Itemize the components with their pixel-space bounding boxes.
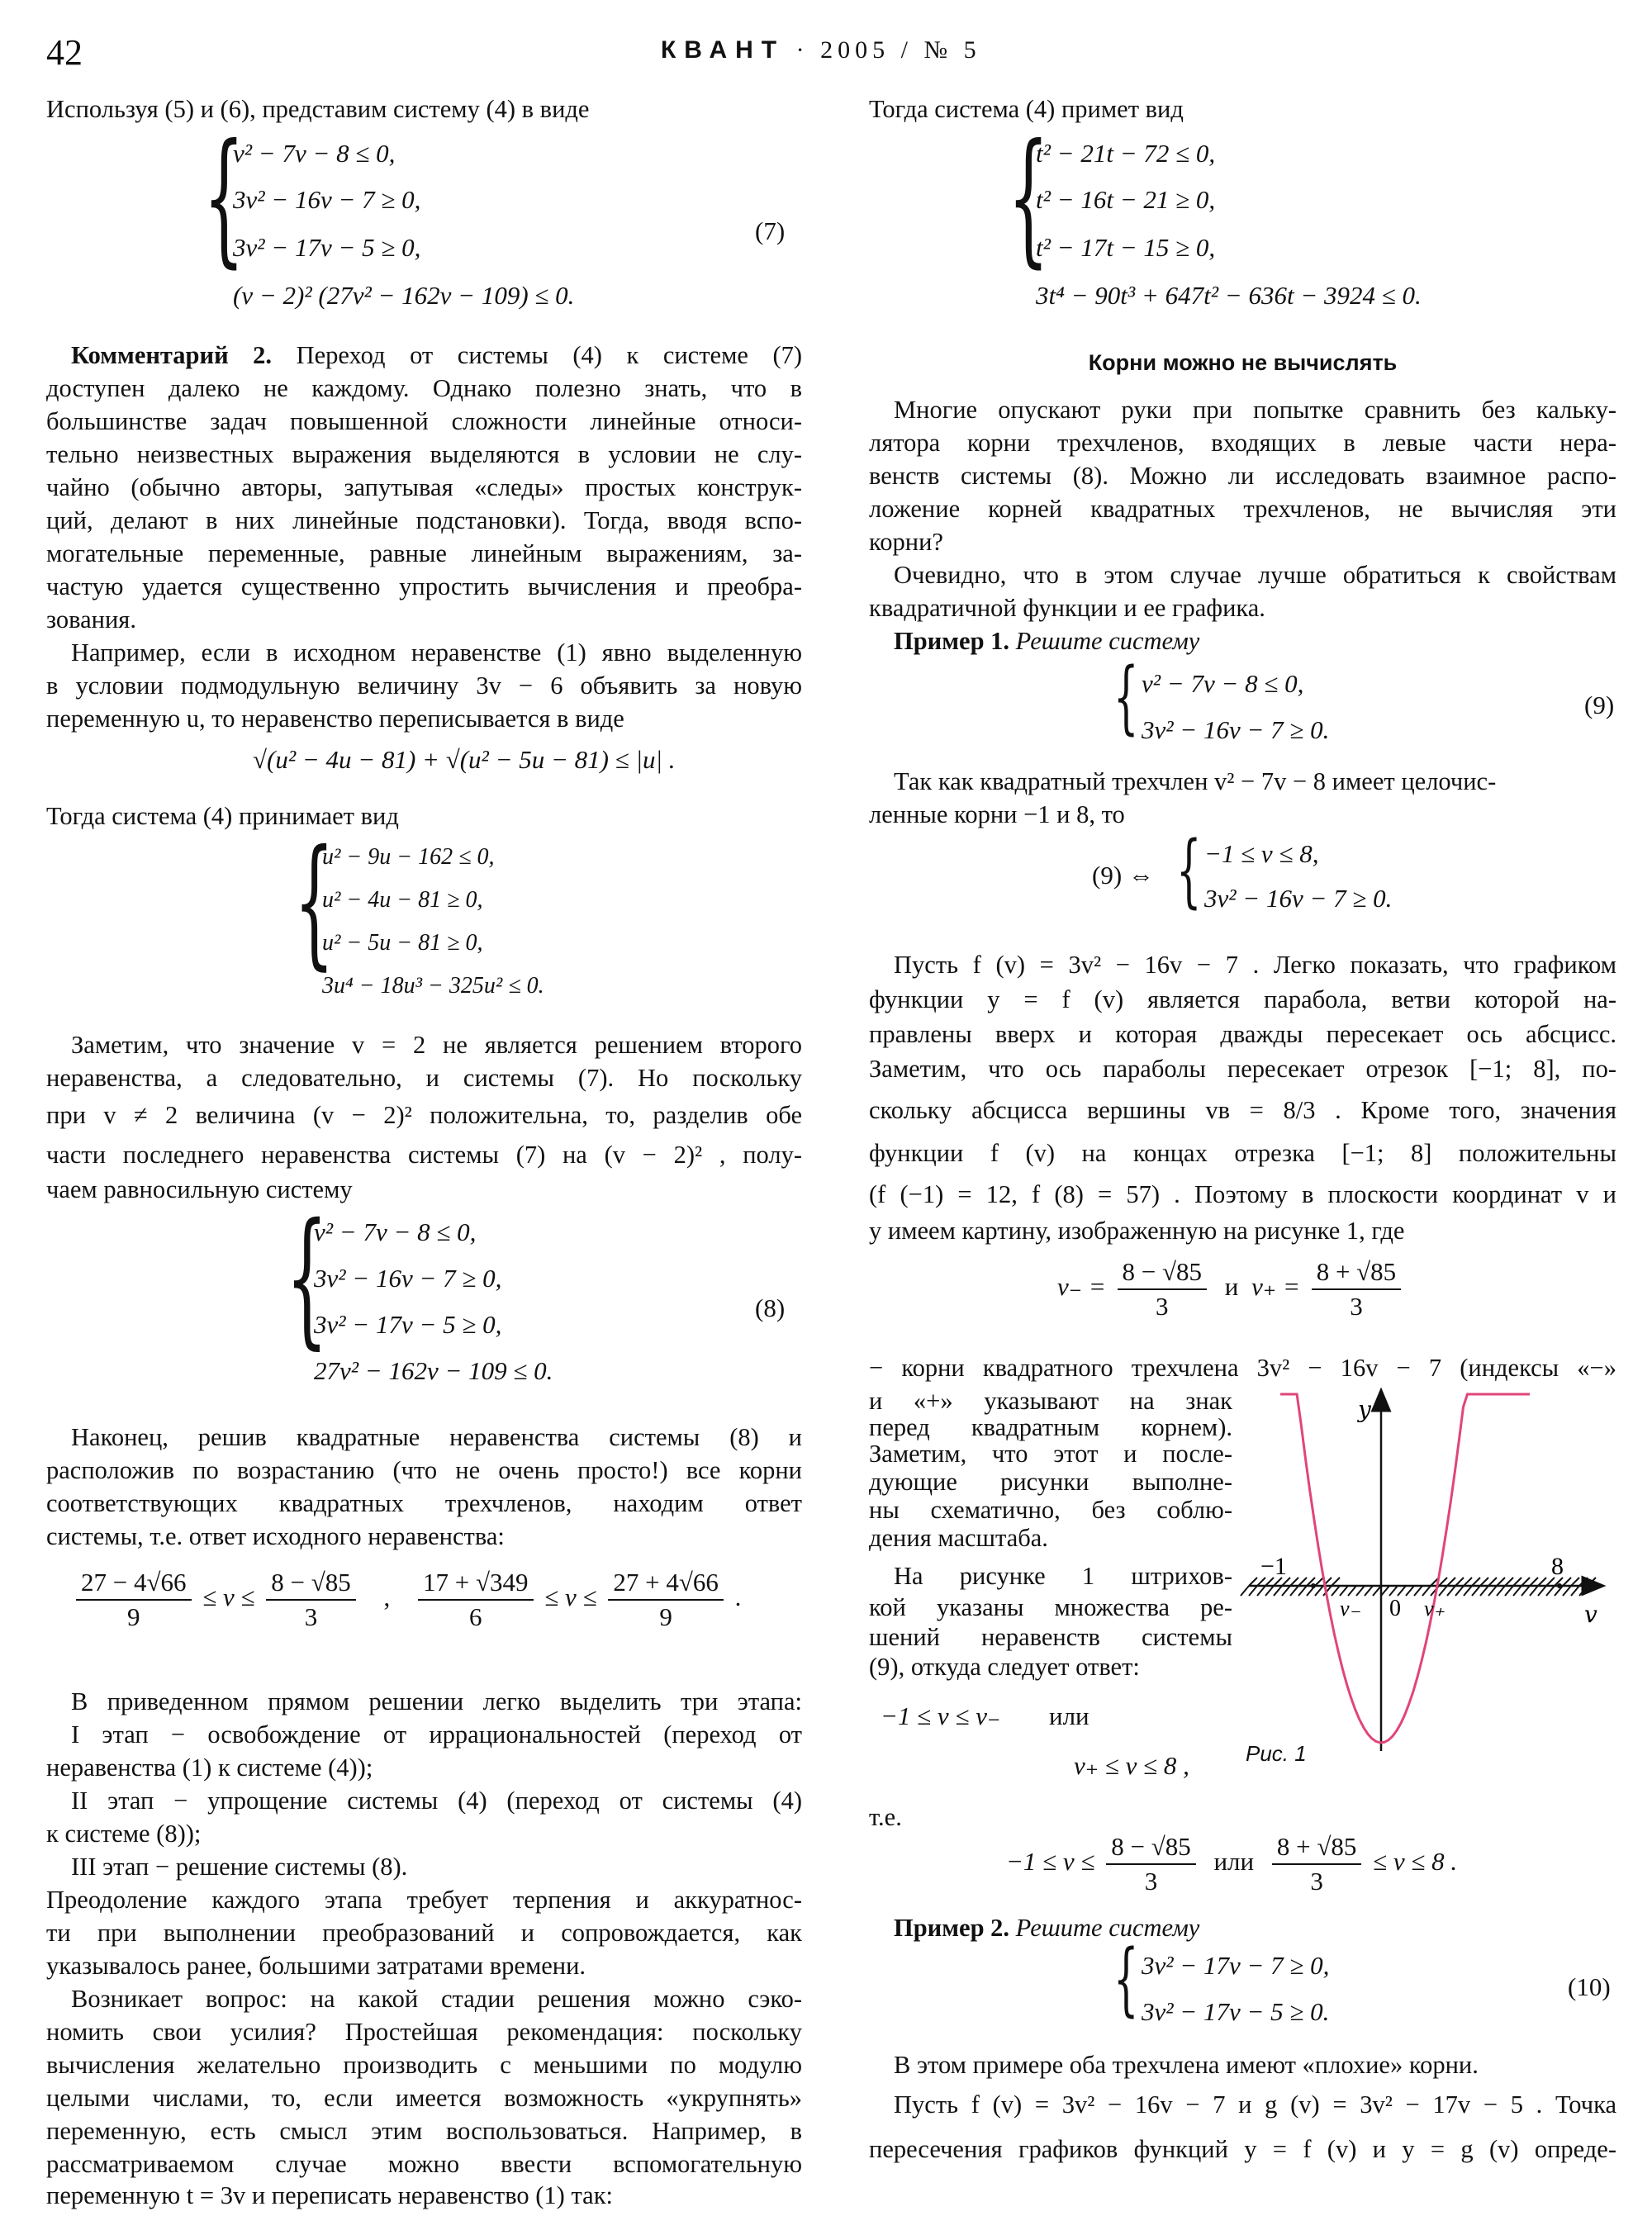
p1-line: Многие опускают руки при попытке сравнить без кальку- bbox=[894, 396, 1616, 424]
para5-line: II этап − упрощение системы (4) (переход от системы (4) bbox=[71, 1787, 802, 1815]
equivalence-line: 3v² − 16v − 7 ≥ 0. bbox=[1204, 884, 1393, 913]
fraction: $\frac{27 + 4√66}{9}$ bbox=[608, 1566, 724, 1634]
para6-line: номить свои усилия? Простейшая рекомендация: поскольку bbox=[46, 2018, 802, 2046]
system-t-line: t² − 17t − 15 ≥ 0, bbox=[1036, 233, 1216, 262]
equivalence-line: −1 ≤ v ≤ 8, bbox=[1204, 839, 1319, 868]
system8-line: v² − 7v − 8 ≤ 0, bbox=[314, 1217, 477, 1246]
hatch-stroke bbox=[1530, 1578, 1538, 1586]
hatch-stroke bbox=[1398, 1586, 1406, 1596]
example-2-task: Решите систему bbox=[1015, 1914, 1200, 1942]
para5-line: В приведенном прямом решении легко выделить три этапа: bbox=[71, 1687, 802, 1715]
y-axis-label: y bbox=[1358, 1396, 1371, 1423]
hatch-stroke bbox=[1538, 1578, 1546, 1586]
hatch-stroke bbox=[1373, 1586, 1381, 1596]
example-1-task: Решите систему bbox=[1015, 627, 1200, 655]
hatch-stroke bbox=[1455, 1578, 1464, 1586]
p6-line: На рисунке 1 штрихов- bbox=[894, 1562, 1232, 1590]
hatch-stroke bbox=[1480, 1586, 1488, 1596]
brace-system7: { bbox=[203, 114, 245, 282]
p5-line: и «+» указывают на знак bbox=[869, 1387, 1232, 1415]
system-u-line: u² − 4u − 81 ≥ 0, bbox=[322, 887, 483, 913]
hatch-stroke bbox=[1249, 1578, 1257, 1586]
brace-system8: { bbox=[286, 1192, 328, 1363]
p5-line: дующие рисунки выполне- bbox=[869, 1468, 1232, 1496]
brace-system-t: { bbox=[1008, 114, 1050, 282]
hatch-stroke bbox=[1447, 1578, 1455, 1586]
brace-equivalence: { bbox=[1176, 824, 1202, 917]
system-t-line: 3t⁴ − 90t³ + 647t² − 636t − 3924 ≤ 0. bbox=[1036, 281, 1422, 310]
x-axis-label: v bbox=[1584, 1601, 1597, 1628]
hatch-stroke bbox=[1290, 1578, 1298, 1586]
hatch-stroke bbox=[1282, 1586, 1290, 1596]
journal-name: КВАНТ bbox=[661, 36, 786, 64]
p6-line: (9), откуда следует ответ: bbox=[869, 1653, 1140, 1681]
journal-issue: · 2005 / № 5 bbox=[795, 36, 981, 64]
para5-line: указывалось ранее, большими затратами времени. bbox=[46, 1952, 586, 1980]
root-minus-mark-label: v₋ bbox=[1340, 1597, 1361, 1620]
hatch-stroke bbox=[1488, 1578, 1497, 1586]
para2-line: переменную u, то неравенство переписывается в виде bbox=[46, 705, 624, 733]
p6-line: кой указаны множества ре- bbox=[869, 1593, 1232, 1621]
hatch-stroke bbox=[1505, 1586, 1513, 1596]
brace-system9: { bbox=[1113, 651, 1139, 743]
fraction: $\frac{27 - 4√66}{9}$ bbox=[76, 1566, 192, 1634]
equation-number-9: (9) bbox=[1584, 690, 1615, 719]
root-minus-label: v₋ = bbox=[1057, 1272, 1106, 1302]
hatch-stroke bbox=[1480, 1578, 1488, 1586]
or-word: или bbox=[1049, 1701, 1089, 1730]
p4-line: скольку абсцисса вершины vв = 8/3 . Кроме того, значения bbox=[869, 1096, 1616, 1124]
p4-line: функции y = f (v) является парабола, ветви которой на- bbox=[869, 985, 1616, 1013]
system9-line: 3v² − 16v − 7 ≥ 0. bbox=[1142, 715, 1330, 744]
hatch-stroke bbox=[1249, 1586, 1257, 1596]
root-plus-label: v₊ = bbox=[1251, 1272, 1300, 1302]
fraction: $\frac{8 - √85}{3}$ bbox=[266, 1566, 356, 1634]
p4-line: y имеем картину, изображенную на рисунке 1, где bbox=[869, 1217, 1405, 1245]
answer-2-right: ≤ v ≤ 8 . bbox=[1373, 1847, 1458, 1877]
point-eight bbox=[1557, 1583, 1562, 1588]
para3-line: чаем равносильную систему bbox=[46, 1175, 353, 1203]
para5-line: неравенства (1) к системе (4)); bbox=[46, 1753, 373, 1782]
hatch-stroke bbox=[1546, 1586, 1555, 1596]
para6-line: вычисления желательно производить с меньшими по модулю bbox=[46, 2051, 802, 2079]
system7-line: (v − 2)² (27v² − 162v − 109) ≤ 0. bbox=[233, 281, 575, 310]
brace-system10: { bbox=[1113, 1933, 1139, 2025]
equation-number-7: (7) bbox=[755, 216, 786, 245]
system10-line: 3v² − 17v − 7 ≥ 0, bbox=[1142, 1951, 1330, 1980]
hatch-stroke bbox=[1447, 1586, 1455, 1596]
hatch-stroke bbox=[1579, 1586, 1588, 1596]
te-word: т.е. bbox=[869, 1803, 902, 1831]
para2-line: Например, если в исходном неравенстве (1) явно выделенную bbox=[71, 638, 802, 667]
example-1-heading bbox=[869, 624, 1616, 657]
para6-line: переменную t = 3v и переписать неравенство (1) так: bbox=[46, 2181, 613, 2209]
hatch-stroke bbox=[1472, 1586, 1480, 1596]
hatch-stroke bbox=[1298, 1586, 1307, 1596]
p7-line: В этом примере оба трехчлена имеют «плохие» корни. bbox=[894, 2051, 1479, 2079]
hatch-stroke bbox=[1439, 1586, 1447, 1596]
para6-line: Возникает вопрос: на какой стадии решения можно сэко- bbox=[71, 1985, 802, 2013]
roots-formula bbox=[1057, 1255, 1406, 1323]
comment-2-line: доступен далеко не каждому. Однако полезно знать, что в bbox=[46, 374, 802, 402]
system8-line: 3v² − 16v − 7 ≥ 0, bbox=[314, 1264, 502, 1293]
hatch-stroke bbox=[1265, 1586, 1274, 1596]
example-2-label: Пример 2. bbox=[894, 1914, 1010, 1942]
fraction: $\frac{8 + √85}{3}$ bbox=[1272, 1830, 1362, 1898]
para6-line: рассматриваемом случае можно ввести вспомогательную bbox=[46, 2150, 802, 2178]
para5-line: ти при выполнении преобразований и сопровождается, как bbox=[46, 1919, 802, 1947]
para4-line: системы, т.е. ответ исходного неравенства: bbox=[46, 1522, 505, 1550]
para5-line: Преодоление каждого этапа требует терпения и аккуратнос- bbox=[46, 1886, 802, 1914]
p5-line: дения масштаба. bbox=[869, 1524, 1048, 1552]
para5-line: I этап − освобождение от иррациональностей (переход от bbox=[71, 1720, 802, 1749]
para2-line: в условии подмодульную величину 3v − 6 объявить за новую bbox=[46, 671, 802, 700]
para4-line: расположив по возрастанию (что не очень просто!) все корни bbox=[46, 1456, 802, 1484]
hatch-stroke bbox=[1365, 1586, 1373, 1596]
hatch-stroke bbox=[1521, 1586, 1530, 1596]
p4-line: Заметим, что ось параболы пересекает отрезок [−1; 8], по- bbox=[869, 1055, 1616, 1083]
p1-line: корни? bbox=[869, 528, 943, 556]
system8-line: 27v² − 162v − 109 ≤ 0. bbox=[314, 1356, 553, 1385]
hatch-stroke bbox=[1455, 1586, 1464, 1596]
system-u-line: u² − 9u − 162 ≤ 0, bbox=[322, 844, 495, 870]
intro-line: Используя (5) и (6), представим систему (4) в виде bbox=[46, 95, 590, 123]
hatch-stroke bbox=[1332, 1578, 1340, 1586]
hatch-stroke bbox=[1298, 1578, 1307, 1586]
comment-2-line: могательные переменные, равные линейным выражениям, за- bbox=[46, 539, 802, 567]
p5-line: Заметим, что этот и после- bbox=[869, 1440, 1232, 1468]
point-minus-one bbox=[1311, 1583, 1316, 1588]
hatch-stroke bbox=[1348, 1586, 1356, 1596]
answer-1a: −1 ≤ v ≤ v₋ bbox=[881, 1701, 1001, 1730]
hatch-stroke bbox=[1472, 1578, 1480, 1586]
p8-line: Пусть f (v) = 3v² − 16v − 7 и g (v) = 3v² − 17v − 5 . Точка bbox=[894, 2090, 1616, 2119]
hatch-stroke bbox=[1290, 1586, 1298, 1596]
figure-1-parabola bbox=[1232, 1388, 1612, 1768]
parabola-curve bbox=[1280, 1394, 1530, 1743]
then-system-4: Тогда система (4) примет вид bbox=[869, 95, 1184, 123]
then-system-4: Тогда система (4) принимает вид bbox=[46, 802, 399, 830]
system-u-line: u² − 5u − 81 ≥ 0, bbox=[322, 930, 483, 956]
comment-2-line: тельно неизвестных выражения выделяются в условии не слу- bbox=[46, 440, 802, 468]
p1-line: венств системы (8). Можно ли исследовать взаимное распо- bbox=[869, 462, 1616, 490]
comment-text: Переход от системы (4) к системе (7) bbox=[296, 341, 803, 369]
system8-line: 3v² − 17v − 5 ≥ 0, bbox=[314, 1310, 502, 1339]
comment-label: Комментарий 2. bbox=[71, 341, 273, 369]
para6-line: целыми числами, то, если имеется возможность «укрупнять» bbox=[46, 2084, 802, 2112]
hatch-stroke bbox=[1274, 1586, 1282, 1596]
p1-line: ложение корней квадратных трехчленов, не вычисляя эти bbox=[869, 495, 1616, 523]
p3-line: ленные корни −1 и 8, то bbox=[869, 800, 1125, 828]
hatch-stroke bbox=[1464, 1586, 1472, 1596]
comment-2-line: зования. bbox=[46, 605, 136, 633]
para3-line: Заметим, что значение v = 2 не является решением второго bbox=[71, 1031, 802, 1059]
comment-2-line: ций, делают в них линейные подстановки). Тогда, вводя вспо- bbox=[46, 506, 802, 534]
fraction: $\frac{17 + √349}{6}$ bbox=[418, 1566, 534, 1634]
journal-header bbox=[661, 36, 981, 64]
system-u-line: 3u⁴ − 18u³ − 325u² ≤ 0. bbox=[322, 973, 544, 999]
tick-label-right: 8 bbox=[1551, 1553, 1564, 1580]
equivalence-left: (9) ⇔ bbox=[1092, 861, 1154, 890]
example-2-heading bbox=[869, 1911, 1616, 1944]
system9-line: v² − 7v − 8 ≤ 0, bbox=[1142, 669, 1304, 698]
system7-line: 3v² − 16v − 7 ≥ 0, bbox=[233, 185, 421, 214]
hatch-stroke bbox=[1381, 1586, 1389, 1596]
p6-line: шений неравенств системы bbox=[869, 1623, 1232, 1651]
hatch-stroke bbox=[1571, 1578, 1579, 1586]
hatch-stroke bbox=[1579, 1578, 1588, 1586]
root-plus-mark-label: v₊ bbox=[1424, 1597, 1446, 1620]
hatch-stroke bbox=[1497, 1578, 1505, 1586]
hatch-stroke bbox=[1356, 1586, 1365, 1596]
system7-line: v² − 7v − 8 ≤ 0, bbox=[233, 139, 396, 168]
p2-line: Очевидно, что в этом случае лучше обратиться к свойствам bbox=[894, 561, 1616, 589]
system-t-line: t² − 21t − 72 ≤ 0, bbox=[1036, 139, 1216, 168]
hatch-stroke bbox=[1257, 1586, 1265, 1596]
comment-2-line bbox=[46, 339, 802, 372]
equation-number-8: (8) bbox=[755, 1293, 786, 1322]
comment-2-line: большинстве задач повышенной сложности линейные относи- bbox=[46, 407, 802, 435]
brace-system-u: { bbox=[294, 820, 335, 984]
para3-line: части последнего неравенства системы (7) на (v − 2)² , полу- bbox=[46, 1141, 802, 1169]
hatch-stroke bbox=[1340, 1586, 1348, 1596]
p1-line: лятора корни трехчленов, входящих в левые части нера- bbox=[869, 429, 1616, 457]
hatch-stroke bbox=[1571, 1586, 1579, 1596]
para4-line: соответствующих квадратных трехчленов, находим ответ bbox=[46, 1489, 802, 1517]
hatch-stroke bbox=[1406, 1586, 1414, 1596]
system10-line: 3v² − 17v − 5 ≥ 0. bbox=[1142, 1997, 1330, 2026]
hatch-stroke bbox=[1315, 1578, 1323, 1586]
hatch-stroke bbox=[1488, 1586, 1497, 1596]
hatch-stroke bbox=[1497, 1586, 1505, 1596]
hatch-stroke bbox=[1505, 1578, 1513, 1586]
equation-number-10: (10) bbox=[1568, 1972, 1611, 2001]
hatch-stroke bbox=[1389, 1586, 1398, 1596]
para5-line: III этап − решение системы (8). bbox=[71, 1853, 408, 1881]
fraction: $\frac{8 - √85}{3}$ bbox=[1118, 1255, 1208, 1323]
page-number: 42 bbox=[46, 32, 83, 73]
hatch-stroke bbox=[1538, 1586, 1546, 1596]
tick-label-left: −1 bbox=[1260, 1553, 1287, 1580]
para3-line: при v ≠ 2 величина (v − 2)² положительна, то, разделив обе bbox=[46, 1101, 802, 1129]
hatch-stroke bbox=[1513, 1586, 1521, 1596]
relation: ≤ v ≤ bbox=[544, 1583, 597, 1612]
p2-line: квадратичной функции и ее графика. bbox=[869, 594, 1265, 622]
answer-2-left: −1 ≤ v ≤ bbox=[1006, 1847, 1095, 1877]
answer-1b: v₊ ≤ v ≤ 8 , bbox=[1074, 1751, 1189, 1780]
hatch-stroke bbox=[1563, 1586, 1571, 1596]
p3-line: Так как квадратный трехчлен v² − 7v − 8 имеет целочис- bbox=[894, 767, 1497, 795]
answer-formula: $\frac{27 - 4√66}{9}$ ≤ v ≤ $\frac{8 - √85}{3}$ , $\frac{17 + √349}{6}$ ≤ v ≤ $\frac{27 + 4√66}{9}$ . bbox=[71, 1566, 741, 1634]
section-title: Корни можно не вычислять bbox=[1088, 350, 1398, 375]
p5-line: перед квадратным корнем). bbox=[869, 1413, 1232, 1441]
hatch-stroke bbox=[1521, 1578, 1530, 1586]
hatch-stroke bbox=[1332, 1586, 1340, 1596]
p4-line: функции f (v) на концах отрезка [−1; 8] положительны bbox=[869, 1139, 1616, 1167]
and-word: и bbox=[1224, 1272, 1239, 1302]
fraction: $\frac{8 + √85}{3}$ bbox=[1312, 1255, 1402, 1323]
inequality-u: √(u² − 4u − 81) + √(u² − 5u − 81) ≤ |u| . bbox=[253, 745, 676, 774]
hatch-stroke bbox=[1513, 1578, 1521, 1586]
para3-line: неравенства, а следовательно, и системы (7). Но поскольку bbox=[46, 1064, 802, 1092]
hatch-stroke bbox=[1414, 1586, 1422, 1596]
hatch-stroke bbox=[1563, 1578, 1571, 1586]
para6-line: переменную, есть смысл этим воспользоваться. Например, в bbox=[46, 2117, 802, 2145]
hatch-stroke bbox=[1588, 1578, 1596, 1586]
hatch-stroke bbox=[1422, 1586, 1431, 1596]
hatch-stroke bbox=[1439, 1578, 1447, 1586]
system7-line: 3v² − 17v − 5 ≥ 0, bbox=[233, 233, 421, 262]
fraction: $\frac{8 - √85}{3}$ bbox=[1106, 1830, 1196, 1898]
example-1-label: Пример 1. bbox=[894, 627, 1010, 655]
system-t-line: t² − 16t − 21 ≥ 0, bbox=[1036, 185, 1216, 214]
answer-2 bbox=[1006, 1830, 1457, 1898]
figure-1-caption: Рис. 1 bbox=[1246, 1741, 1307, 1766]
p5-line: ны схематично, без соблю- bbox=[869, 1496, 1232, 1524]
relation: ≤ v ≤ bbox=[202, 1583, 255, 1612]
comment-2-line: частую удается существенно упростить вычисления и преобра- bbox=[46, 572, 802, 600]
hatch-stroke bbox=[1530, 1586, 1538, 1596]
para5-line: к системе (8)); bbox=[46, 1820, 202, 1848]
hatch-stroke bbox=[1241, 1586, 1249, 1596]
p4-line: правлены вверх и которая дважды пересекает ось абсцисс. bbox=[869, 1020, 1616, 1048]
p4-line: Пусть f (v) = 3v² − 16v − 7 . Легко показать, что графиком bbox=[894, 951, 1616, 979]
hatch-stroke bbox=[1315, 1586, 1323, 1596]
origin-label: 0 bbox=[1389, 1596, 1401, 1621]
hatch-stroke bbox=[1464, 1578, 1472, 1586]
comment-2-line: чайно (обычно авторы, запутывая «следы» простых конструк- bbox=[46, 473, 802, 501]
para4-line: Наконец, решив квадратные неравенства системы (8) и bbox=[71, 1423, 802, 1451]
p4-line: (f (−1) = 12, f (8) = 57) . Поэтому в плоскости координат v и bbox=[869, 1180, 1616, 1208]
p8-line: пересечения графиков функций y = f (v) и y = g (v) опреде- bbox=[869, 2135, 1616, 2163]
or-word: или bbox=[1213, 1847, 1255, 1877]
p5-line: − корни квадратного трехчлена 3v² − 16v − 7 (индексы «−» bbox=[869, 1354, 1616, 1382]
